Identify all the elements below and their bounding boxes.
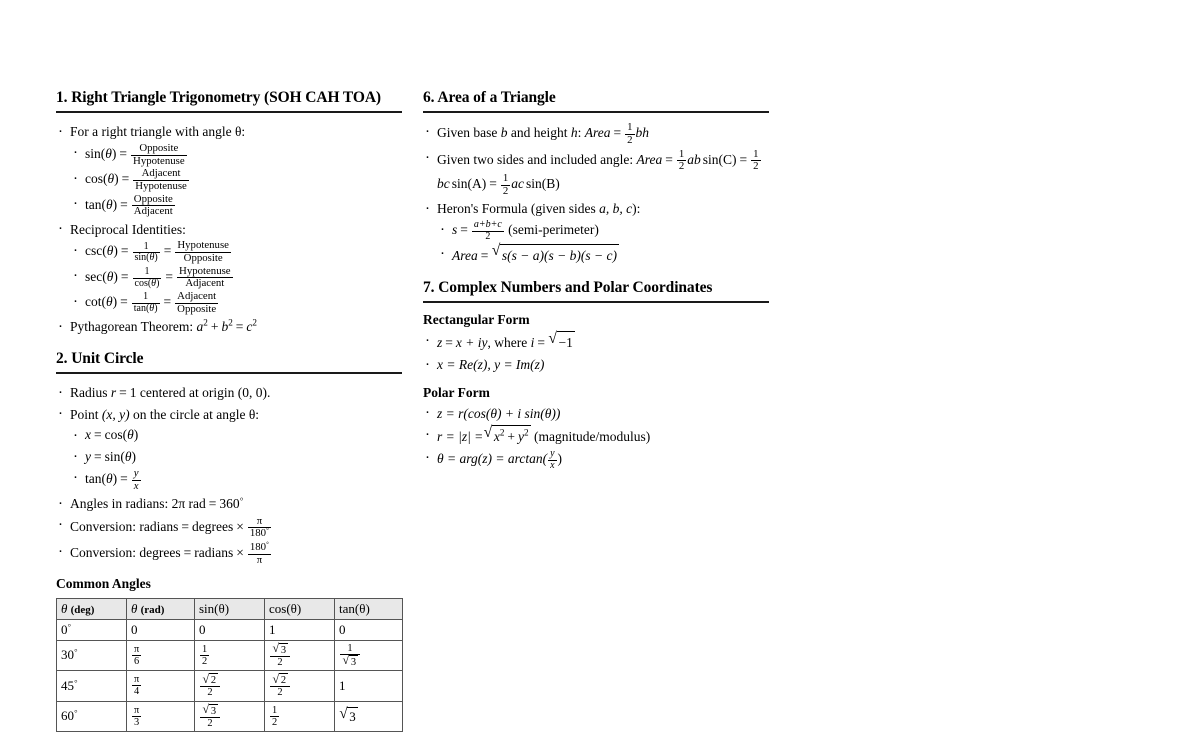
list-item [56, 122, 402, 218]
list-item: · Radius r = 1 centered at origin (0, 0). [56, 383, 402, 403]
right-column [423, 88, 769, 474]
table-row [57, 701, 403, 731]
list-item: · Area = √ s(s − a)(s − b)(s − c) [437, 244, 769, 266]
point-pre: Point [70, 406, 99, 422]
section7-heading: 7. Complex Numbers and Polar Coordinates [423, 278, 713, 296]
ratio-sin-name: sin [85, 145, 101, 161]
conversion1-label: Conversion: [70, 518, 136, 534]
rect-z: z [437, 335, 443, 351]
table-row [57, 671, 403, 701]
section-complex-numbers [423, 278, 769, 472]
table-row [57, 619, 403, 640]
rect-i: i [530, 335, 535, 351]
cell-deg: 60◦ [57, 701, 127, 731]
point-xy: (x, y) [101, 406, 130, 422]
radians-value: 2π rad [171, 496, 206, 512]
unit-circle-coords-list [70, 425, 402, 492]
coord-y-fn: sin [104, 448, 121, 464]
list-item: · Pythagorean Theorem: $a^2 + b^2 = c^2$ [56, 317, 402, 337]
rect-re-im: x = Re(z), y = Im(z) [437, 357, 545, 373]
cell-tan: 0 [335, 619, 403, 640]
list-item [423, 355, 769, 375]
table-row [57, 640, 403, 670]
cell-rad: $\frac{\pi}{3}$ [127, 701, 195, 731]
rect-sqrt-neg-one: √ −1 [549, 331, 575, 353]
recip-cot-name: cot [85, 294, 102, 310]
cell-deg: 0◦ [57, 619, 127, 640]
list-item: · tan(θ) = $\frac{\text{Opposite}}{\text{Adjacent}}$ [70, 194, 402, 218]
list-item: · Conversion: degrees = radians × $\frac{180^◦}{\pi}$ [56, 542, 402, 566]
heron-s-note: (semi-perimeter) [508, 221, 599, 237]
radians-label: Angles in radians: [70, 496, 169, 512]
recip-csc-unit-fraction: $\frac{1}{\sin(\theta)}$ [134, 240, 158, 264]
area-label-1: Area [584, 125, 611, 141]
recip-csc-name: csc [85, 243, 103, 259]
heron-s-fraction: $\frac{a+b+c}{2}$ [473, 219, 502, 242]
radians-degrees: 360 [219, 496, 240, 512]
area-label-2: Area [636, 151, 663, 167]
coord-x-lhs: x [85, 427, 91, 443]
recip-sec-name: sec [85, 268, 103, 284]
rectangular-form-list [423, 331, 769, 374]
polar-magnitude-note: (magnitude/modulus) [534, 429, 651, 445]
list-item: · y = sin(θ) [70, 447, 402, 467]
polar-theta-lhs: θ = arg(z) = arctan( [437, 450, 548, 466]
base-height-mid: and height [510, 125, 568, 141]
section2-list [56, 383, 402, 566]
one-half-fraction-1: $\frac{1}{2}$ [627, 121, 633, 147]
ratio-tan-name: tan [85, 196, 102, 212]
recip-csc-ratio-fraction: $\frac{\text{Hypotenuse}}{\text{Opposite}}$ [177, 239, 229, 265]
coord-tan-fn: tan [85, 470, 102, 486]
pythagorean-a: a [196, 319, 204, 335]
pythagorean-label: Pythagorean Theorem: [70, 319, 194, 335]
section1-rule [56, 111, 402, 113]
cell-rad: $\frac{\pi}{6}$ [127, 640, 195, 670]
conversion2-rhs: radians [194, 545, 234, 561]
rectangular-form-subheading: Rectangular Form [423, 312, 530, 328]
section-right-triangle-trigonometry [56, 88, 402, 337]
origin-point: (0, 0). [237, 385, 271, 401]
polar-r-lhs: r = |z| = [437, 429, 484, 445]
list-item: · tan(θ) = $\frac{y}{x}$ [70, 468, 402, 492]
table-header-row [57, 598, 403, 619]
section6-rule [423, 111, 769, 113]
common-angles-caption: Common Angles [56, 576, 151, 592]
section-unit-circle [56, 349, 402, 732]
reciprocal-identities-label: Reciprocal Identities: [70, 221, 186, 237]
heron-list [437, 220, 769, 266]
list-item: · Given two sides and included angle: Area = $\frac{1}{2}$ ab sin(C) = $\frac{1}{2}$ bc sin(A) = $\frac{1}{2}$ ac sin(B) [423, 149, 769, 198]
coord-tan-fraction: $\frac{y}{x}$ [133, 466, 139, 492]
coord-x-fn: cos [104, 427, 123, 443]
recip-sec-unit-fraction: $\frac{1}{\cos(\theta)}$ [134, 266, 160, 289]
rect-xiy: x + iy [455, 335, 488, 351]
heron-sides: a, b, c [599, 201, 633, 217]
section7-rule [423, 301, 769, 303]
list-item: · sin(θ) = $\frac{\text{Opposite}}{\text{Hypotenuse}}$ [70, 143, 402, 167]
recip-cot-unit-fraction: $\frac{1}{\tan(\theta)}$ [133, 291, 158, 315]
list-item [56, 220, 402, 316]
cell-tan: 1 [335, 671, 403, 701]
cell-cos: √ $\frac{2}{2}$ [265, 671, 335, 701]
polar-z-form: z = r(cos(θ) + i sin(θ)) [437, 405, 561, 421]
radius-post: centered at origin [139, 385, 235, 401]
cell-sin: √ $\frac{2}{2}$ [195, 671, 265, 701]
ratio-cos-fraction: $\frac{\text{Adjacent}}{\text{Hypotenuse}}$ [135, 167, 187, 192]
radius-var: r [110, 385, 117, 401]
list-item: · Conversion: radians = degrees × $\frac{\pi}{180^◦}$ [56, 516, 402, 540]
left-column [56, 88, 402, 732]
section6-list [423, 122, 769, 266]
section-area-of-triangle [423, 88, 769, 266]
area-label-3: Area [452, 247, 478, 263]
list-item: · sec(θ) = $\frac{1}{\cos(\theta)}$ = $\frac{\text{Hypotenuse}}{\text{Adjacent}}$ [70, 266, 402, 290]
base-height-expr: bh [635, 125, 650, 141]
list-item [423, 404, 769, 424]
pythagorean-c: c [246, 319, 253, 335]
list-item: · Heron's Formula (given sides a, b, c): · s = $\frac{a+b+c}{2}$ (semi-perimeter) · Area = √ s(s − a)(s − b)(s − c) [423, 199, 769, 266]
cell-cos: √ $\frac{3}{2}$ [265, 640, 335, 670]
radius-pre: Radius [70, 385, 108, 401]
cell-tan: √ 3 [335, 701, 403, 731]
list-item: · Given base b and height h: Area = $\frac{1}{2}$ bh [423, 122, 769, 146]
column-header-theta-rad: θ (rad) [127, 598, 195, 619]
polar-magnitude-sqrt: √ $x^2 + y^2$ [484, 425, 530, 447]
ratio-tan-fraction: $\frac{\text{Opposite}}{\text{Adjacent}}$ [133, 192, 173, 218]
cell-deg: 45◦ [57, 671, 127, 701]
list-item: · cot(θ) = $\frac{1}{\tan(\theta)}$ = $\frac{\text{Adjacent}}{\text{Opposite}}$ [70, 291, 402, 315]
cell-sin: √ $\frac{3}{2}$ [195, 701, 265, 731]
section6-heading: 6. Area of a Triangle [423, 89, 556, 106]
list-item: · θ = arg(z) = arctan( $\frac{y}{x}$ ) [423, 449, 769, 472]
conversion1-lhs: radians [139, 518, 179, 534]
section1-heading: 1. Right Triangle Trigonometry (SOH CAH TOA) [56, 89, 381, 106]
polar-theta-fraction: $\frac{y}{x}$ [550, 448, 555, 471]
recip-sec-ratio-fraction: $\frac{\text{Hypotenuse}}{\text{Adjacent}}$ [179, 264, 231, 290]
recip-cot-ratio-fraction: $\frac{\text{Adjacent}}{\text{Opposite}}$ [177, 290, 217, 315]
pythagorean-b: b [221, 319, 229, 335]
point-post: on the circle at angle θ: [133, 406, 260, 422]
polar-form-list [423, 404, 769, 472]
base-height-pre: Given base [437, 125, 498, 141]
cell-cos: 1 [265, 619, 335, 640]
cell-tan: 1 √ 3 [335, 640, 403, 670]
list-item: · x = cos(θ) [70, 425, 402, 445]
cell-rad: 0 [127, 619, 195, 640]
section2-rule [56, 372, 402, 374]
ratio-cos-name: cos [85, 171, 103, 187]
list-item: · csc(θ) = $\frac{1}{\sin(\theta)}$ = $\frac{\text{Hypotenuse}}{\text{Opposite}}$ [70, 240, 402, 264]
cell-cos: $\frac{1}{2}$ [265, 701, 335, 731]
ratio-sin-fraction: $\frac{\text{Opposite}}{\text{Hypotenuse}}$ [133, 141, 185, 167]
common-angles-table [56, 598, 403, 732]
conversion2-lhs: degrees [139, 545, 181, 561]
cell-deg: 30◦ [57, 640, 127, 670]
section2-heading: 2. Unit Circle [56, 349, 144, 367]
list-item [423, 425, 769, 447]
radius-value: 1 [129, 385, 137, 401]
cell-sin: $\frac{1}{2}$ [195, 640, 265, 670]
conversion1-fraction: $\frac{\pi}{180^◦}$ [249, 514, 270, 540]
heron-s-var: s [452, 221, 458, 237]
section1-list [56, 122, 402, 337]
list-item [56, 405, 402, 492]
polar-form-subheading: Polar Form [423, 384, 490, 400]
reciprocal-identities-list [70, 240, 402, 315]
cell-sin: 0 [195, 619, 265, 640]
column-header-theta-deg: θ (deg) [57, 598, 127, 619]
column-header-tan: tan(θ) [335, 598, 403, 619]
list-item: · z = x + iy, where i = √ −1 [423, 331, 769, 353]
column-header-sin: sin(θ) [195, 598, 265, 619]
height-var: h [570, 125, 578, 141]
basic-ratios-list [70, 143, 402, 218]
list-item: · cos(θ) = $\frac{\text{Adjacent}}{\text{Hypotenuse}}$ [70, 168, 402, 192]
base-var: b [500, 125, 508, 141]
column-header-cos: cos(θ) [265, 598, 335, 619]
heron-label: Heron's Formula (given sides [437, 201, 596, 217]
heron-sqrt: √ s(s − a)(s − b)(s − c) [492, 244, 619, 266]
list-item: · Angles in radians: 2π rad = 360◦ [56, 494, 402, 514]
conversion2-label: Conversion: [70, 545, 136, 561]
coord-y-lhs: y [85, 448, 91, 464]
cell-rad: $\frac{\pi}{4}$ [127, 671, 195, 701]
conversion1-rhs: degrees [191, 518, 234, 534]
two-sides-pre: Given two sides and included angle: [437, 151, 634, 167]
section1-intro: For a right triangle with angle θ: [70, 124, 246, 140]
conversion2-fraction: $\frac{180^◦}{\pi}$ [249, 537, 270, 566]
list-item: · s = $\frac{a+b+c}{2}$ (semi-perimeter) [437, 220, 769, 243]
